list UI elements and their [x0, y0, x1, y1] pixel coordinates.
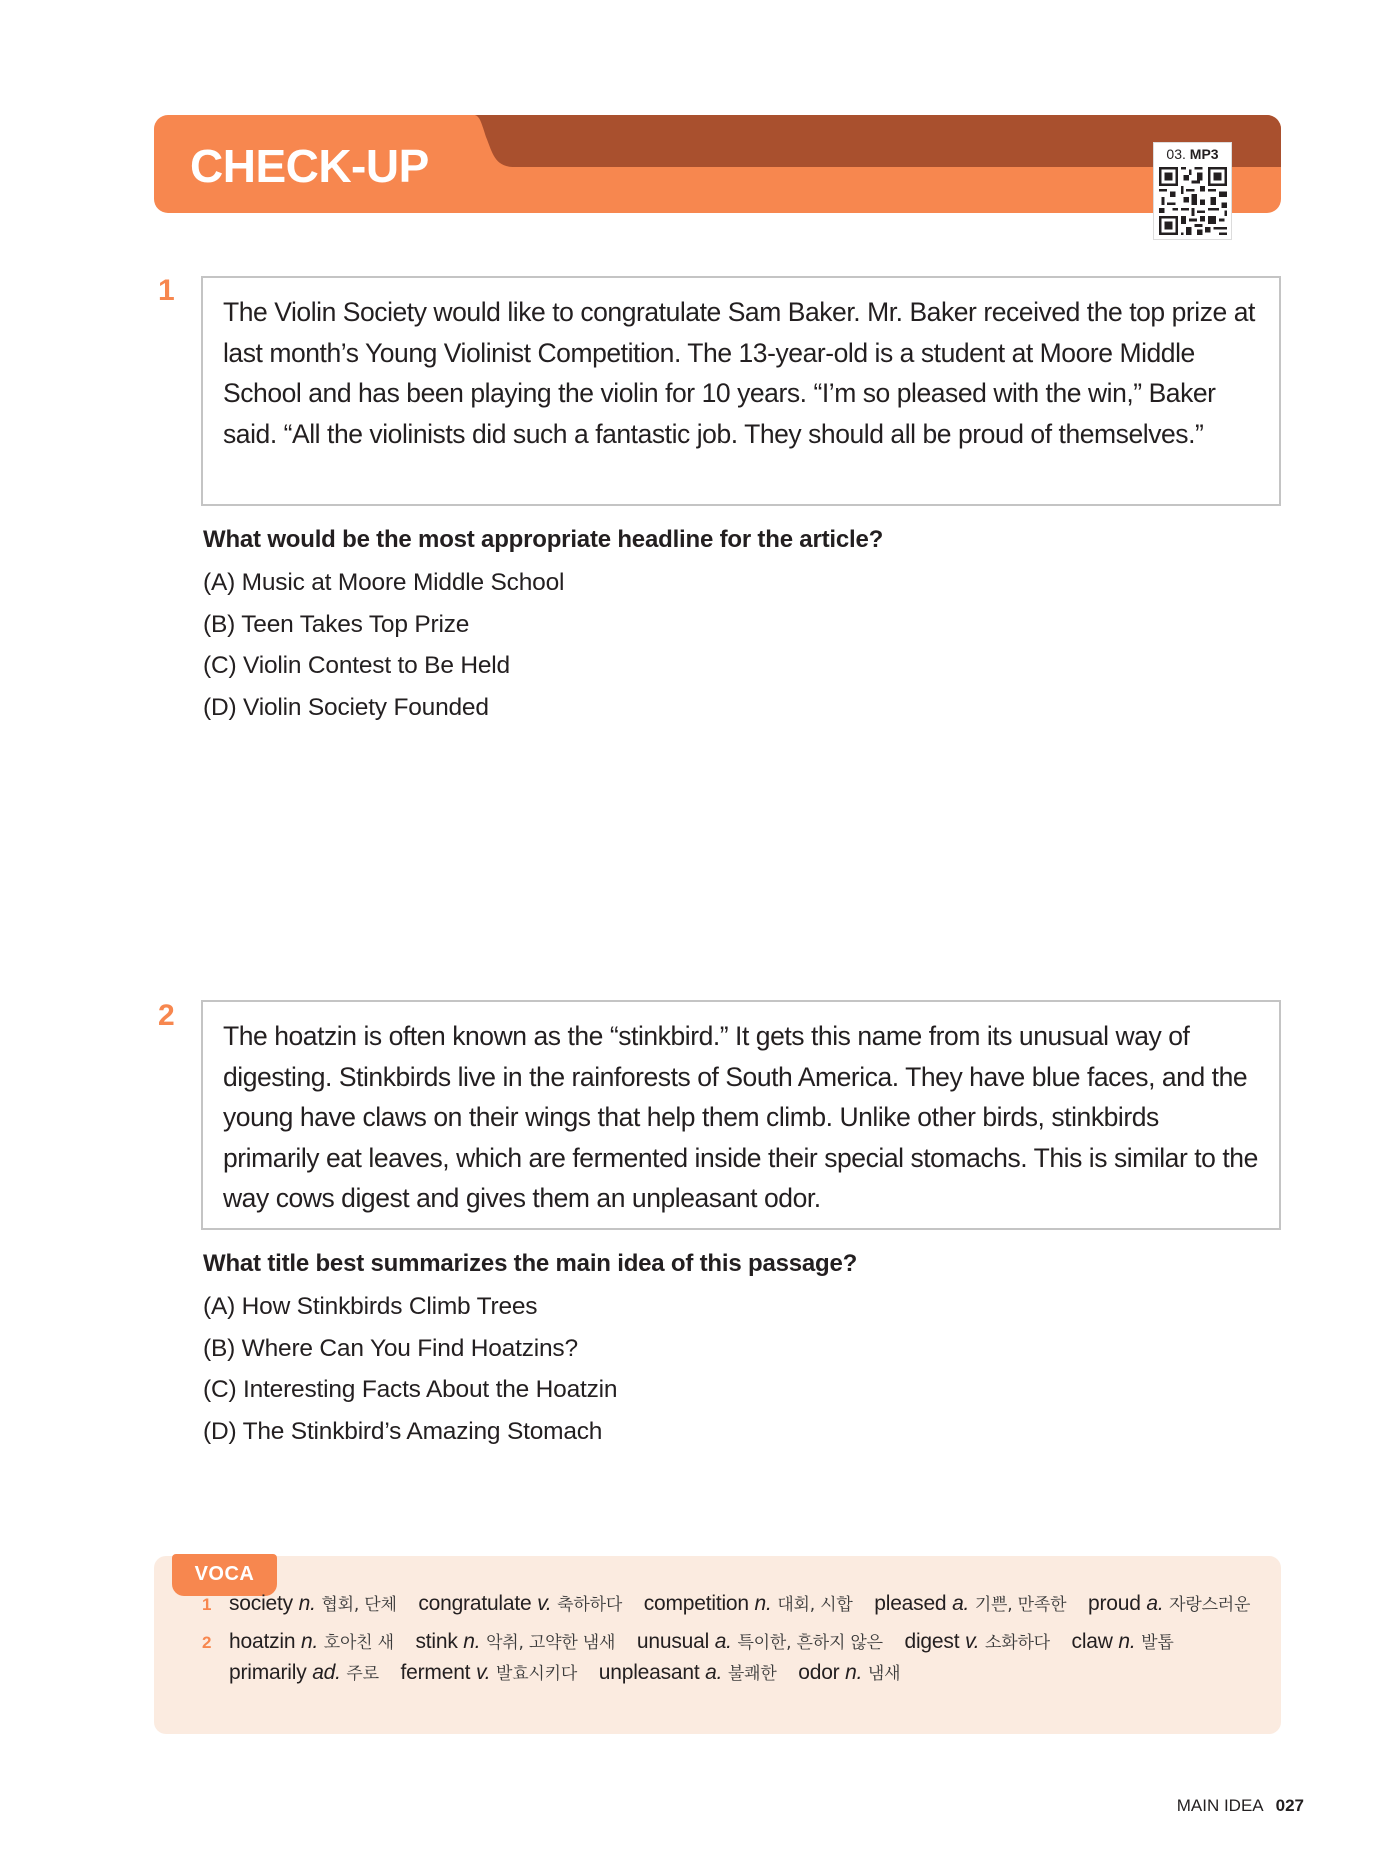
answer-option[interactable]: (B) Teen Takes Top Prize — [203, 610, 470, 638]
voca-entry — [644, 1592, 853, 1615]
answer-options — [203, 1286, 617, 1452]
voca-word: ferment — [400, 1661, 471, 1684]
voca-entry — [637, 1630, 883, 1653]
voca-label: VOCA — [194, 1563, 255, 1585]
voca-entry — [904, 1630, 1049, 1653]
voca-pos: n. — [754, 1592, 772, 1615]
voca-word: competition — [643, 1592, 749, 1615]
page-title: CHECK-UP — [190, 140, 429, 192]
voca-pos: v. — [475, 1661, 491, 1684]
voca-def: 대회, 시합 — [777, 1595, 853, 1615]
answer-option[interactable]: (A) How Stinkbirds Climb Trees — [203, 1293, 538, 1320]
voca-pos: ad. — [312, 1661, 341, 1684]
voca-word: congratulate — [418, 1592, 532, 1615]
answer-option[interactable]: (C) Violin Contest to Be Held — [203, 652, 510, 679]
section-name: MAIN IDEA — [1176, 1796, 1264, 1815]
voca-line — [229, 1590, 1266, 1616]
question-number: 2 — [158, 999, 175, 1032]
voca-word: digest — [904, 1630, 960, 1653]
voca-word: claw — [1071, 1630, 1113, 1653]
voca-word: proud — [1088, 1592, 1141, 1615]
voca-entry — [415, 1630, 615, 1653]
passage-box: The hoatzin is often known as the “stinkbird.” It gets this name from its unusual way of digesting. Stinkbirds live in the rainforests of South America. They have blue faces, and the young have claws on their wings that help them climb. Unlike other birds, stinkbirds primarily eat leaves, which are fermented inside their special stomachs. This is similar to the way cows digest and gives them an unpleasant odor. — [201, 1000, 1281, 1230]
voca-def: 기쁜, 만족한 — [974, 1595, 1067, 1615]
voca-def: 협회, 단체 — [321, 1595, 397, 1615]
question-prompt: What title best summarizes the main idea of this passage? — [203, 1250, 858, 1277]
voca-pos: v. — [964, 1630, 980, 1653]
answer-option[interactable]: (D) Violin Society Founded — [203, 693, 489, 721]
answer-options — [203, 562, 564, 728]
voca-entry — [229, 1661, 379, 1684]
voca-def: 특이한, 흔하지 않은 — [737, 1633, 883, 1653]
voca-word: stink — [415, 1630, 458, 1653]
voca-pos: n. — [845, 1661, 863, 1684]
voca-def: 자랑스러운 — [1169, 1595, 1251, 1615]
answer-option[interactable]: (D) The Stinkbird’s Amazing Stomach — [203, 1417, 603, 1445]
voca-def: 소화하다 — [985, 1633, 1050, 1653]
voca-word: odor — [798, 1661, 840, 1684]
passage-box: The Violin Society would like to congratulate Sam Baker. Mr. Baker received the top prize at last month’s Young Violinist Competition. The 13-year-old is a student at Moore Middle School and has been playing the violin for 10 years. “I’m so pleased with the win,” Baker said. “All the violinists did such a fantastic job. They should all be proud of themselves.” — [201, 276, 1281, 506]
voca-pos: a. — [1146, 1592, 1164, 1615]
voca-def: 축하하다 — [557, 1595, 623, 1615]
answer-option[interactable]: (A) Music at Moore Middle School — [203, 569, 565, 596]
page-footer — [1177, 1796, 1304, 1816]
voca-entry — [874, 1592, 1066, 1615]
voca-word: pleased — [874, 1592, 947, 1615]
voca-def: 발톱 — [1141, 1633, 1174, 1653]
voca-entry — [1072, 1630, 1174, 1653]
voca-def: 호아친 새 — [323, 1633, 394, 1653]
voca-def: 발효시키다 — [495, 1664, 578, 1684]
voca-entry — [401, 1661, 578, 1684]
voca-word: unpleasant — [598, 1661, 700, 1684]
voca-pos: n. — [463, 1630, 481, 1653]
voca-entry — [229, 1630, 394, 1653]
voca-def: 불쾌한 — [727, 1664, 777, 1684]
voca-entry — [599, 1661, 777, 1684]
voca-pos: n. — [1118, 1630, 1136, 1653]
voca-entry — [798, 1661, 900, 1684]
voca-entry — [229, 1592, 397, 1615]
answer-option[interactable]: (C) Interesting Facts About the Hoatzin — [203, 1376, 618, 1403]
voca-pos: a. — [705, 1661, 723, 1684]
voca-pos: a. — [952, 1592, 970, 1615]
page-number: 027 — [1275, 1796, 1304, 1815]
voca-word: society — [229, 1592, 293, 1615]
question-number: 1 — [158, 274, 175, 307]
question-prompt: What would be the most appropriate headline for the article? — [203, 526, 884, 553]
voca-entry — [1088, 1592, 1250, 1615]
voca-line — [229, 1628, 1190, 1654]
voca-line — [229, 1659, 916, 1685]
mp3-label: 03. MP3 — [1166, 146, 1219, 162]
answer-option[interactable]: (B) Where Can You Find Hoatzins? — [203, 1334, 578, 1362]
mp3-qr-box[interactable] — [1153, 142, 1232, 240]
voca-group-number: 1 — [202, 1595, 212, 1614]
voca-group-number: 2 — [202, 1633, 212, 1652]
voca-pos: n. — [298, 1592, 316, 1615]
voca-def: 주로 — [346, 1664, 379, 1684]
voca-pos: a. — [714, 1630, 732, 1653]
voca-pos: n. — [300, 1630, 319, 1653]
voca-word: hoatzin — [229, 1630, 296, 1653]
qr-code-icon[interactable] — [1159, 167, 1227, 235]
voca-def: 악취, 고약한 냄새 — [486, 1633, 616, 1653]
voca-pos: v. — [537, 1592, 552, 1615]
voca-entry — [418, 1592, 622, 1615]
check-up-banner — [154, 115, 1281, 213]
voca-def: 냄새 — [867, 1664, 901, 1684]
voca-word: primarily — [229, 1661, 307, 1684]
voca-word: unusual — [636, 1630, 710, 1653]
